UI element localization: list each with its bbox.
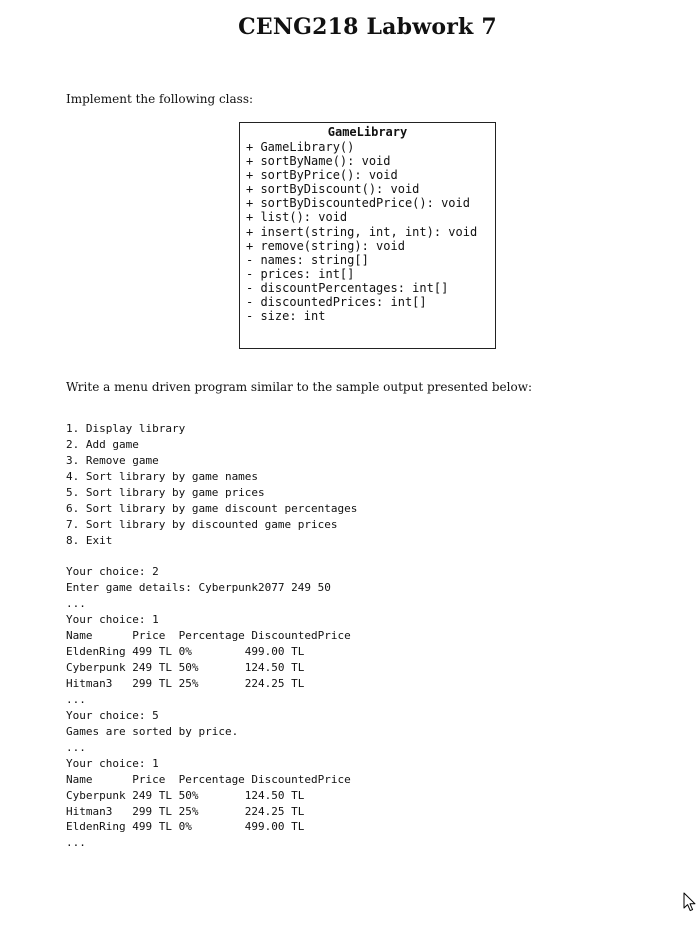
output-line: Cyberpunk 249 TL 50% 124.50 TL xyxy=(66,788,305,802)
class-member: + sortByDiscount(): void xyxy=(246,182,420,197)
output-line: 6. Sort library by game discount percentages xyxy=(66,501,358,515)
class-member: - names: string[] xyxy=(246,252,369,267)
output-line: ... xyxy=(66,836,86,850)
output-line: Your choice: 1 xyxy=(66,756,159,770)
class-members xyxy=(246,140,477,323)
output-line xyxy=(66,549,357,565)
output-line: Your choice: 5 xyxy=(66,708,159,722)
class-member: + sortByName(): void xyxy=(246,154,391,169)
output-line: ... xyxy=(66,692,86,706)
class-member: - prices: int[] xyxy=(246,266,355,281)
output-line: Games are sorted by price. xyxy=(66,724,239,738)
output-line: Hitman3 299 TL 25% 224.25 TL xyxy=(66,677,305,690)
prompt-text: Write a menu driven program similar to the sample output presented below: xyxy=(66,380,533,394)
output-line: Cyberpunk 249 TL 50% 124.50 TL xyxy=(66,661,305,675)
output-line: Hitman3 299 TL 25% 224.25 TL xyxy=(66,804,305,818)
class-member: + GameLibrary() xyxy=(246,140,355,154)
class-name: GameLibrary xyxy=(327,125,408,139)
class-member: - size: int xyxy=(246,309,326,324)
output-line: 5. Sort library by game prices xyxy=(66,485,265,499)
page-title: CENG218 Labwork 7 xyxy=(238,14,497,40)
output-line: 2. Add game xyxy=(66,437,139,451)
class-member: - discountPercentages: int[] xyxy=(246,280,449,295)
mouse-pointer-icon xyxy=(683,892,697,912)
output-line: 8. Exit xyxy=(66,533,113,547)
output-line: ... xyxy=(66,597,86,611)
intro-text: Implement the following class: xyxy=(66,92,254,106)
class-member: + sortByDiscountedPrice(): void xyxy=(246,196,470,211)
output-line: Your choice: 2 xyxy=(66,565,159,579)
output-line: ... xyxy=(66,740,86,754)
class-member: + insert(string, int, int): void xyxy=(246,224,478,239)
sample-output xyxy=(66,421,357,851)
output-line: EldenRing 499 TL 0% 499.00 TL xyxy=(66,645,305,659)
output-line: 7. Sort library by discounted game prices xyxy=(66,517,338,531)
output-line: EldenRing 499 TL 0% 499.00 TL xyxy=(66,820,305,834)
output-line: 3. Remove game xyxy=(66,453,159,467)
class-member: + remove(string): void xyxy=(246,238,405,253)
class-member: + list(): void xyxy=(246,210,348,225)
output-line: Name Price Percentage DiscountedPrice xyxy=(66,629,351,643)
class-diagram xyxy=(239,122,496,349)
output-line: 4. Sort library by game names xyxy=(66,469,259,483)
class-member: - discountedPrices: int[] xyxy=(246,295,427,310)
class-member: + sortByPrice(): void xyxy=(246,168,398,183)
output-line: Enter game details: Cyberpunk2077 249 50 xyxy=(66,581,331,595)
output-line: Name Price Percentage DiscountedPrice xyxy=(66,772,351,786)
output-line: Your choice: 1 xyxy=(66,613,159,627)
output-line: 1. Display library xyxy=(66,422,186,435)
